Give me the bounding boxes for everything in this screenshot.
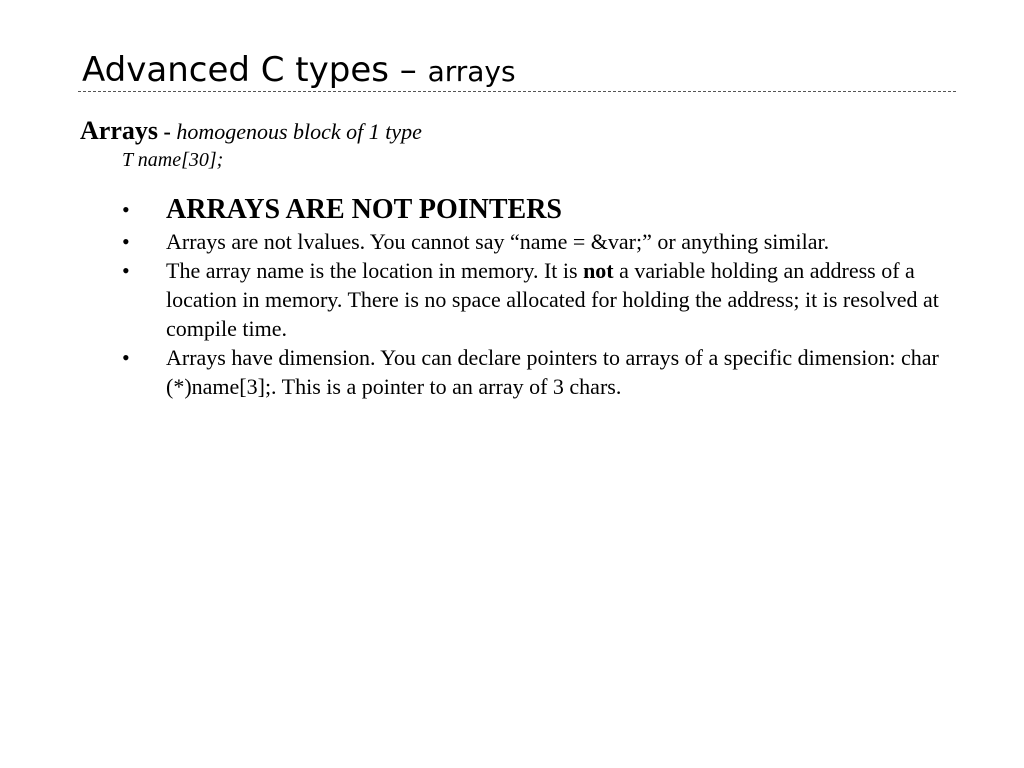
section-heading — [80, 114, 940, 149]
bullet-item — [80, 343, 940, 401]
bullet-list — [80, 193, 940, 401]
bullet-text-before: The array name is the location in memory. It is — [166, 258, 584, 283]
bullet-emphasis: not — [583, 258, 614, 283]
bullet-icon: • — [122, 345, 130, 370]
title-sub: arrays — [427, 55, 516, 88]
bullet-text-after: a variable holding an address of a location in memory. There is no space allocated for holding the address; it is resolved at compile time. — [166, 258, 939, 341]
heading-dash: - — [157, 119, 177, 144]
heading-description: homogenous block of 1 type — [176, 119, 422, 144]
bullet-item — [80, 256, 940, 343]
bullet-item — [80, 193, 940, 227]
bullet-item — [80, 227, 940, 256]
bullet-icon: • — [122, 197, 130, 222]
bullet-icon: • — [122, 229, 130, 254]
bullet-text: Arrays are not lvalues. You cannot say “name = &var;” or anything similar. — [166, 229, 830, 254]
slide-content — [80, 114, 940, 401]
slide-title — [82, 50, 516, 92]
bullet-text: Arrays have dimension. You can declare pointers to arrays of a specific dimension: char (*)name[3];. This is a pointer to an array of 3 chars. — [166, 345, 939, 399]
heading-term: Arrays — [80, 116, 158, 145]
declaration-example: T name[30]; — [122, 149, 224, 171]
title-main: Advanced C types – — [82, 50, 428, 90]
title-divider — [78, 91, 956, 92]
bullet-text: ARRAYS ARE NOT POINTERS — [166, 194, 562, 225]
bullet-icon: • — [122, 258, 130, 283]
